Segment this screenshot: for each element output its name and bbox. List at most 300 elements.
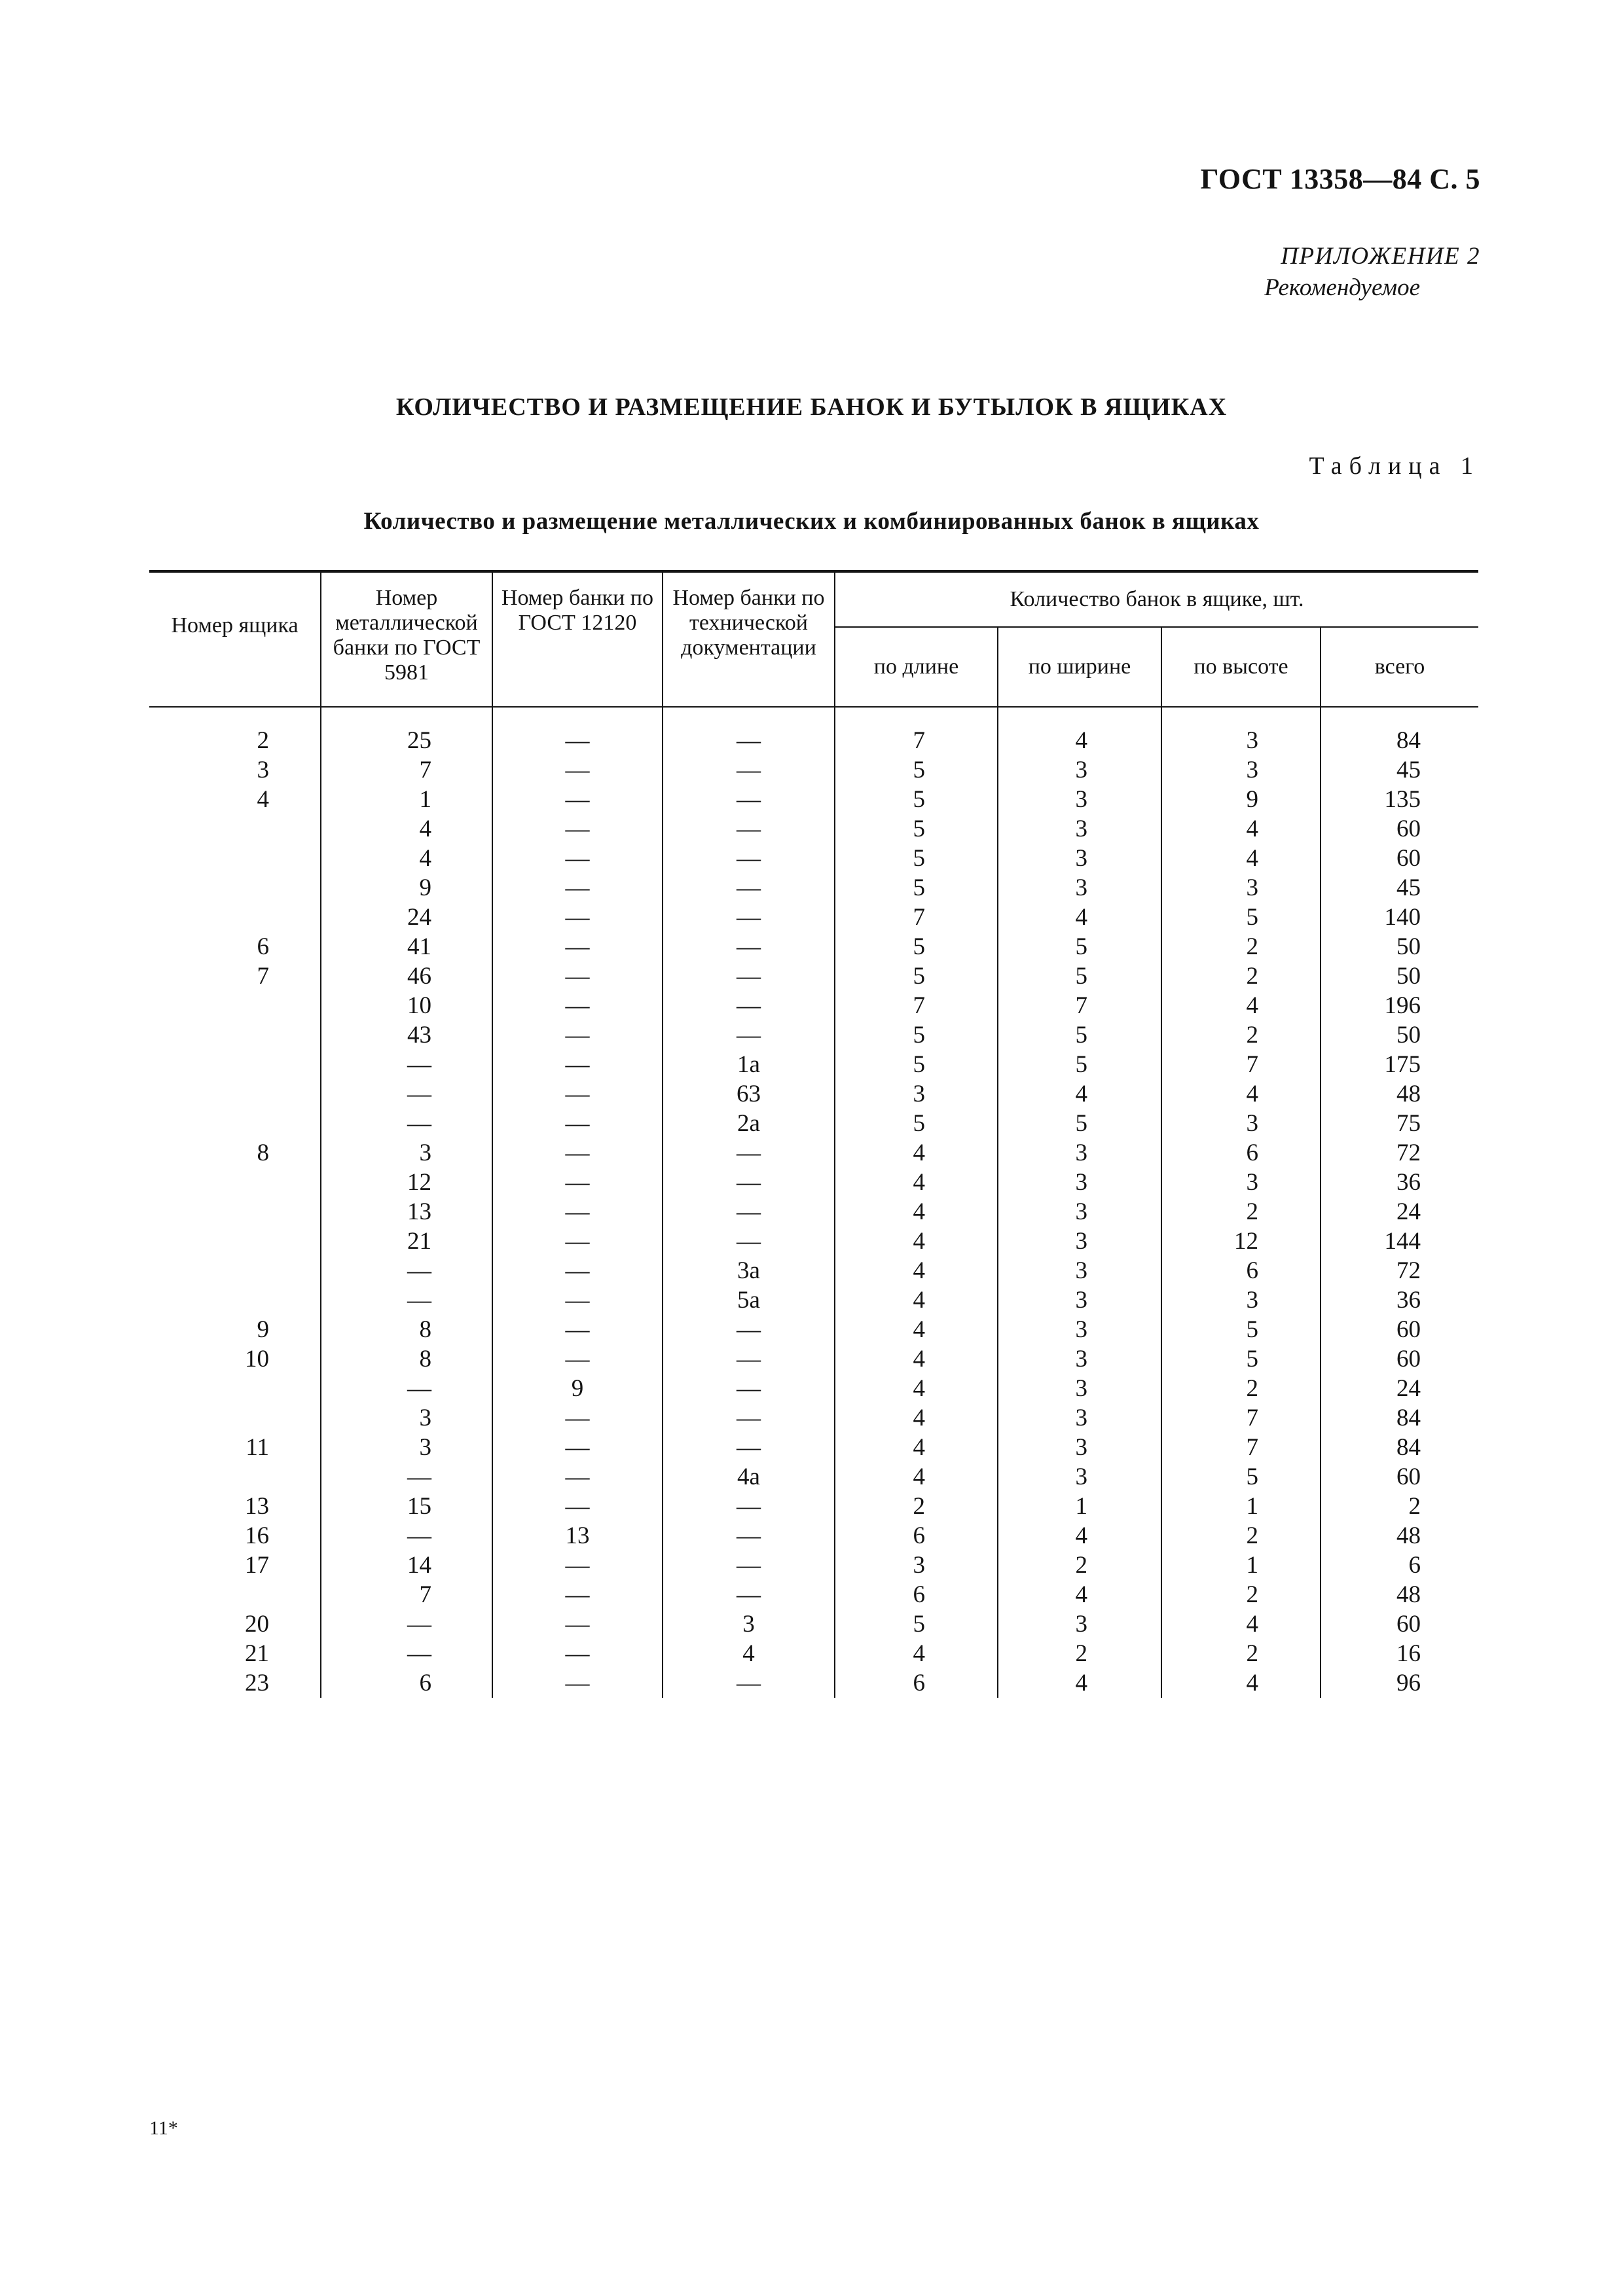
cell-box-number: 4 (257, 786, 269, 813)
cell-length: 6 (835, 1668, 998, 1698)
table-row (149, 1492, 1478, 1521)
cell-gost-can: — (492, 1109, 663, 1138)
cell-length: 5 (835, 1050, 998, 1079)
table-row (149, 991, 1478, 1020)
cell-tech-can: — (663, 1551, 835, 1580)
table-row (149, 1668, 1478, 1698)
cell-width: 5 (998, 961, 1161, 991)
main-heading: КОЛИЧЕСТВО И РАЗМЕЩЕНИЕ БАНОК И БУТЫЛОК В ЯЩИКАХ (395, 393, 1228, 421)
cell-tech-can: — (663, 961, 835, 991)
cell-metal-can: 15 (321, 1492, 492, 1521)
cell-metal-can: — (321, 1256, 492, 1285)
cell-width: 3 (998, 1403, 1161, 1433)
cell-height: 3 (1161, 873, 1321, 903)
cell-length: 5 (835, 932, 998, 961)
cell-height: 2 (1161, 1639, 1321, 1668)
cell-height: 5 (1161, 1344, 1321, 1374)
header-metal-can: Номер металлической банки по ГОСТ 5981 (321, 571, 492, 707)
cell-box-number (149, 1285, 321, 1315)
cell-length: 5 (835, 1609, 998, 1639)
cell-box-number: 23 (245, 1670, 269, 1696)
cell-length: 2 (835, 1492, 998, 1521)
cell-tech-can: — (663, 1197, 835, 1227)
cell-metal-can: 10 (321, 991, 492, 1020)
cell-total: 36 (1321, 1285, 1478, 1315)
cell-gost-can: — (492, 814, 663, 844)
cell-height: 7 (1161, 1403, 1321, 1433)
cell-box-number (149, 1020, 321, 1050)
cell-tech-can: — (663, 1315, 835, 1344)
cell-width: 3 (998, 844, 1161, 873)
cell-tech-can: — (663, 755, 835, 785)
cell-metal-can: — (321, 1374, 492, 1403)
cell-total: 72 (1321, 1138, 1478, 1168)
cell-total: 24 (1321, 1374, 1478, 1403)
cell-width: 4 (998, 1079, 1161, 1109)
cell-length: 5 (835, 1109, 998, 1138)
cell-width: 3 (998, 873, 1161, 903)
cell-gost-can: — (492, 903, 663, 932)
cell-gost-can: — (492, 1285, 663, 1315)
cell-height: 2 (1161, 961, 1321, 991)
cell-width: 5 (998, 1050, 1161, 1079)
cell-height: 3 (1161, 1168, 1321, 1197)
header-quantity-group: Количество банок в ящике, шт. (835, 571, 1478, 627)
cell-gost-can: — (492, 844, 663, 873)
cell-gost-can: — (492, 1256, 663, 1285)
cell-total: 60 (1321, 1344, 1478, 1374)
cell-gost-can: — (492, 1197, 663, 1227)
cell-width: 3 (998, 1168, 1161, 1197)
cell-tech-can: 3 (663, 1609, 835, 1639)
cell-width: 3 (998, 1138, 1161, 1168)
cell-total: 135 (1321, 785, 1478, 814)
table-row (149, 1285, 1478, 1315)
cell-tech-can: — (663, 1168, 835, 1197)
cell-metal-can: 21 (321, 1227, 492, 1256)
cell-height: 7 (1161, 1050, 1321, 1079)
cell-length: 6 (835, 1521, 998, 1551)
page-mark: 11* (149, 2117, 178, 2139)
cell-width: 4 (998, 1668, 1161, 1698)
table-row (149, 814, 1478, 844)
cell-total: 48 (1321, 1521, 1478, 1551)
cell-height: 4 (1161, 1609, 1321, 1639)
cell-height: 2 (1161, 932, 1321, 961)
cell-box-number (149, 1050, 321, 1079)
cell-metal-can: 3 (321, 1138, 492, 1168)
cell-length: 4 (835, 1256, 998, 1285)
table-body (149, 707, 1478, 1698)
cell-gost-can: — (492, 785, 663, 814)
table-row (149, 1580, 1478, 1609)
cell-tech-can: — (663, 785, 835, 814)
cell-height: 4 (1161, 1668, 1321, 1698)
cell-gost-can: — (492, 1433, 663, 1462)
cell-tech-can: — (663, 991, 835, 1020)
cell-width: 4 (998, 726, 1161, 755)
cell-metal-can: 46 (321, 961, 492, 991)
cell-gost-can: — (492, 726, 663, 755)
cell-length: 4 (835, 1197, 998, 1227)
table-row (149, 1227, 1478, 1256)
table-row (149, 1020, 1478, 1050)
cell-tech-can: — (663, 1492, 835, 1521)
cell-box-number (149, 1374, 321, 1403)
cell-length: 5 (835, 785, 998, 814)
header-total: всего (1321, 627, 1478, 707)
cell-tech-can: — (663, 1344, 835, 1374)
cell-gost-can: — (492, 1138, 663, 1168)
cell-length: 6 (835, 1580, 998, 1609)
cell-width: 3 (998, 1344, 1161, 1374)
table-row (149, 873, 1478, 903)
cell-length: 3 (835, 1079, 998, 1109)
table-row (149, 1551, 1478, 1580)
cell-box-number: 20 (245, 1611, 269, 1638)
cell-gost-can: — (492, 1344, 663, 1374)
cell-metal-can: 4 (321, 814, 492, 844)
table-row (149, 1168, 1478, 1197)
cell-length: 5 (835, 1020, 998, 1050)
table-label: Таблица 1 (1309, 452, 1480, 480)
cell-height: 3 (1161, 1109, 1321, 1138)
table-row (149, 1462, 1478, 1492)
cell-metal-can: — (321, 1109, 492, 1138)
cell-total: 45 (1321, 873, 1478, 903)
cell-width: 3 (998, 1374, 1161, 1403)
cell-box-number: 8 (257, 1139, 269, 1166)
table-row (149, 1109, 1478, 1138)
cell-box-number: 6 (257, 933, 269, 960)
table-row (149, 1315, 1478, 1344)
cell-width: 4 (998, 1521, 1161, 1551)
cell-tech-can: 3а (663, 1256, 835, 1285)
cell-total: 48 (1321, 1580, 1478, 1609)
cell-gost-can: — (492, 1551, 663, 1580)
appendix-title: ПРИЛОЖЕНИЕ 2 (1281, 243, 1480, 270)
cell-height: 4 (1161, 814, 1321, 844)
cell-metal-can: — (321, 1285, 492, 1315)
cell-total: 24 (1321, 1197, 1478, 1227)
table-row (149, 1138, 1478, 1168)
cell-total: 60 (1321, 814, 1478, 844)
cell-length: 4 (835, 1315, 998, 1344)
cell-height: 2 (1161, 1020, 1321, 1050)
cell-tech-can: — (663, 844, 835, 873)
cell-width: 3 (998, 1227, 1161, 1256)
cell-width: 1 (998, 1492, 1161, 1521)
cell-gost-can: — (492, 1492, 663, 1521)
table-row (149, 785, 1478, 814)
cell-tech-can: — (663, 1374, 835, 1403)
cell-box-number (149, 1227, 321, 1256)
cell-width: 2 (998, 1639, 1161, 1668)
cell-box-number (149, 1109, 321, 1138)
cell-height: 4 (1161, 991, 1321, 1020)
cell-metal-can: 9 (321, 873, 492, 903)
cell-width: 3 (998, 785, 1161, 814)
cell-metal-can: — (321, 1609, 492, 1639)
table-row (149, 1403, 1478, 1433)
cell-length: 4 (835, 1462, 998, 1492)
cell-width: 3 (998, 1609, 1161, 1639)
cell-gost-can: — (492, 991, 663, 1020)
cell-height: 2 (1161, 1580, 1321, 1609)
cell-width: 4 (998, 1580, 1161, 1609)
cell-width: 3 (998, 755, 1161, 785)
cell-total: 175 (1321, 1050, 1478, 1079)
cell-height: 6 (1161, 1256, 1321, 1285)
cell-total: 84 (1321, 1403, 1478, 1433)
cell-height: 4 (1161, 1079, 1321, 1109)
cell-metal-can: — (321, 1462, 492, 1492)
cell-height: 7 (1161, 1433, 1321, 1462)
cell-length: 5 (835, 844, 998, 873)
cell-total: 84 (1321, 726, 1478, 755)
cell-tech-can: — (663, 1138, 835, 1168)
cell-total: 50 (1321, 1020, 1478, 1050)
cell-width: 2 (998, 1551, 1161, 1580)
cell-box-number (149, 844, 321, 873)
cell-total: 140 (1321, 903, 1478, 932)
cell-box-number (149, 903, 321, 932)
table-title: Количество и размещение металлических и комбинированных банок в ящиках (363, 508, 1260, 535)
cell-height: 5 (1161, 903, 1321, 932)
cell-metal-can: 8 (321, 1344, 492, 1374)
cell-height: 12 (1161, 1227, 1321, 1256)
header-length: по длине (835, 627, 998, 707)
cell-gost-can: — (492, 1639, 663, 1668)
cell-width: 3 (998, 1197, 1161, 1227)
cell-height: 4 (1161, 844, 1321, 873)
cell-height: 1 (1161, 1492, 1321, 1521)
cell-metal-can: 24 (321, 903, 492, 932)
cell-box-number (149, 1403, 321, 1433)
cell-metal-can: — (321, 1079, 492, 1109)
cell-length: 5 (835, 814, 998, 844)
table-row (149, 755, 1478, 785)
cell-metal-can: 3 (321, 1403, 492, 1433)
header-height: по высоте (1161, 627, 1321, 707)
cell-box-number: 16 (245, 1522, 269, 1549)
cell-total: 16 (1321, 1639, 1478, 1668)
cell-tech-can: — (663, 814, 835, 844)
cell-box-number (149, 1580, 321, 1609)
cell-tech-can: 1а (663, 1050, 835, 1079)
cell-box-number: 7 (257, 963, 269, 990)
cell-box-number (149, 991, 321, 1020)
cell-tech-can: — (663, 903, 835, 932)
cell-height: 5 (1161, 1462, 1321, 1492)
cell-box-number: 3 (257, 757, 269, 783)
cell-length: 3 (835, 1551, 998, 1580)
cell-metal-can: 1 (321, 785, 492, 814)
cell-length: 4 (835, 1374, 998, 1403)
cell-width: 3 (998, 1462, 1161, 1492)
cell-height: 3 (1161, 755, 1321, 785)
cell-height: 5 (1161, 1315, 1321, 1344)
cell-width: 3 (998, 1256, 1161, 1285)
cell-tech-can: 4 (663, 1639, 835, 1668)
cell-gost-can: — (492, 1079, 663, 1109)
cell-metal-can: 25 (321, 726, 492, 755)
cell-box-number (149, 1462, 321, 1492)
cell-total: 60 (1321, 844, 1478, 873)
cell-box-number (149, 873, 321, 903)
cell-length: 4 (835, 1168, 998, 1197)
cell-metal-can: 7 (321, 755, 492, 785)
cell-width: 5 (998, 932, 1161, 961)
cell-length: 4 (835, 1285, 998, 1315)
cell-tech-can: 63 (663, 1079, 835, 1109)
cell-gost-can: — (492, 1020, 663, 1050)
header-box-number: Номер ящика (149, 571, 321, 707)
cell-metal-can: — (321, 1639, 492, 1668)
cell-gost-can: — (492, 1580, 663, 1609)
cell-box-number (149, 1256, 321, 1285)
cell-box-number: 21 (245, 1640, 269, 1667)
cell-tech-can: — (663, 726, 835, 755)
cell-total: 84 (1321, 1433, 1478, 1462)
cell-total: 196 (1321, 991, 1478, 1020)
cell-length: 7 (835, 903, 998, 932)
cell-gost-can: — (492, 1315, 663, 1344)
cans-placement-table (149, 570, 1478, 1698)
cell-metal-can: 3 (321, 1433, 492, 1462)
cell-length: 7 (835, 726, 998, 755)
cell-tech-can: — (663, 1020, 835, 1050)
cell-height: 3 (1161, 1285, 1321, 1315)
cell-total: 6 (1321, 1551, 1478, 1580)
cell-tech-can: — (663, 1227, 835, 1256)
cell-metal-can: 13 (321, 1197, 492, 1227)
cell-total: 144 (1321, 1227, 1478, 1256)
cell-gost-can: — (492, 1050, 663, 1079)
cell-gost-can: — (492, 932, 663, 961)
table-row (149, 1639, 1478, 1668)
cell-height: 2 (1161, 1374, 1321, 1403)
cell-length: 7 (835, 991, 998, 1020)
cell-length: 4 (835, 1138, 998, 1168)
table-row (149, 1344, 1478, 1374)
cell-box-number: 2 (257, 727, 269, 754)
cell-box-number (149, 1079, 321, 1109)
cell-metal-can: 8 (321, 1315, 492, 1344)
cell-metal-can: — (321, 1521, 492, 1551)
cell-gost-can: — (492, 1668, 663, 1698)
cell-box-number: 11 (246, 1434, 269, 1461)
cell-total: 50 (1321, 932, 1478, 961)
cell-gost-can: — (492, 1403, 663, 1433)
table-row (149, 1374, 1478, 1403)
cell-height: 6 (1161, 1138, 1321, 1168)
cell-width: 3 (998, 1433, 1161, 1462)
cell-height: 2 (1161, 1197, 1321, 1227)
cell-length: 5 (835, 755, 998, 785)
cell-box-number (149, 814, 321, 844)
cell-box-number: 13 (245, 1493, 269, 1520)
cell-tech-can: 5а (663, 1285, 835, 1315)
cell-width: 3 (998, 1285, 1161, 1315)
cell-total: 50 (1321, 961, 1478, 991)
cell-gost-can: — (492, 873, 663, 903)
cell-width: 5 (998, 1109, 1161, 1138)
cell-length: 4 (835, 1433, 998, 1462)
document-reference: ГОСТ 13358—84 С. 5 (1200, 163, 1480, 195)
cell-total: 75 (1321, 1109, 1478, 1138)
cell-box-number: 9 (257, 1316, 269, 1343)
cell-total: 45 (1321, 755, 1478, 785)
table-row (149, 932, 1478, 961)
cell-width: 4 (998, 903, 1161, 932)
cell-gost-can: 13 (492, 1521, 663, 1551)
table-spacer-row (149, 707, 1478, 726)
cell-height: 2 (1161, 1521, 1321, 1551)
table-row (149, 1433, 1478, 1462)
cell-length: 5 (835, 961, 998, 991)
cell-box-number (149, 1197, 321, 1227)
cell-length: 4 (835, 1639, 998, 1668)
cell-metal-can: 12 (321, 1168, 492, 1197)
table-row (149, 1079, 1478, 1109)
cell-tech-can: — (663, 1433, 835, 1462)
header-gost-can: Номер банки по ГОСТ 12120 (492, 571, 663, 707)
cell-box-number (149, 1168, 321, 1197)
cell-gost-can: 9 (492, 1374, 663, 1403)
cell-width: 3 (998, 814, 1161, 844)
cell-metal-can: — (321, 1050, 492, 1079)
cell-metal-can: 6 (321, 1668, 492, 1698)
cell-height: 9 (1161, 785, 1321, 814)
cell-length: 4 (835, 1403, 998, 1433)
table-row (149, 1256, 1478, 1285)
cell-gost-can: — (492, 961, 663, 991)
table-row (149, 903, 1478, 932)
cell-total: 60 (1321, 1315, 1478, 1344)
cell-gost-can: — (492, 1168, 663, 1197)
cell-tech-can: — (663, 1668, 835, 1698)
appendix-status: Рекомендуемое (1264, 274, 1420, 301)
table-row (149, 844, 1478, 873)
cell-tech-can: — (663, 873, 835, 903)
cell-length: 5 (835, 873, 998, 903)
header-width: по ширине (998, 627, 1161, 707)
cell-metal-can: 41 (321, 932, 492, 961)
cell-tech-can: 2а (663, 1109, 835, 1138)
cell-total: 72 (1321, 1256, 1478, 1285)
cell-gost-can: — (492, 1462, 663, 1492)
cell-width: 7 (998, 991, 1161, 1020)
cell-total: 48 (1321, 1079, 1478, 1109)
cell-gost-can: — (492, 1227, 663, 1256)
cell-box-number: 17 (245, 1552, 269, 1579)
cell-height: 3 (1161, 726, 1321, 755)
cell-metal-can: 43 (321, 1020, 492, 1050)
cell-width: 5 (998, 1020, 1161, 1050)
cell-tech-can: — (663, 1521, 835, 1551)
cell-tech-can: — (663, 1403, 835, 1433)
cell-metal-can: 7 (321, 1580, 492, 1609)
cell-tech-can: — (663, 932, 835, 961)
cell-total: 36 (1321, 1168, 1478, 1197)
cell-total: 2 (1321, 1492, 1478, 1521)
cell-gost-can: — (492, 1609, 663, 1639)
table-row (149, 1521, 1478, 1551)
cell-box-number: 10 (245, 1346, 269, 1372)
cell-metal-can: 14 (321, 1551, 492, 1580)
table-row (149, 1609, 1478, 1639)
